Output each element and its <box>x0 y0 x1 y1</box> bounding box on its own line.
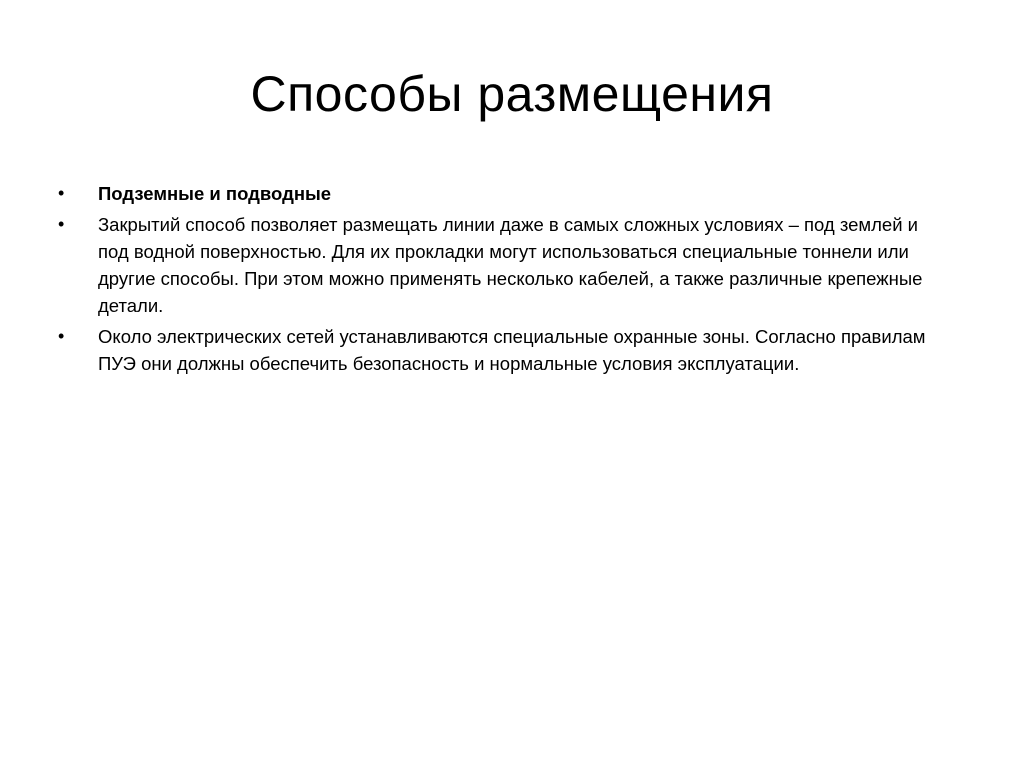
bullet-text: Подземные и подводные <box>98 183 332 204</box>
bullet-text: Около электрических сетей устанавливаются специальные охранные зоны. Согласно правилам ПУЭ они должны обеспечить безопасность и нормальные условия эксплуатации. <box>98 326 926 374</box>
bullet-item <box>58 211 938 319</box>
bullet-marker: • <box>58 326 65 346</box>
slide-title: Способы размещения <box>250 66 774 122</box>
bullet-item <box>58 323 938 377</box>
bullet-item <box>58 180 938 207</box>
bullet-marker: • <box>58 214 65 234</box>
bullet-text: Закрытий способ позволяет размещать линии даже в самых сложных условиях – под землей и под водной поверхностью. Для их прокладки могут использоваться специальные тоннели или другие способы. При этом можно применять несколько кабелей, а также различные крепежные детали. <box>98 214 923 316</box>
bullet-list <box>58 180 938 381</box>
bullet-marker: • <box>58 183 65 203</box>
